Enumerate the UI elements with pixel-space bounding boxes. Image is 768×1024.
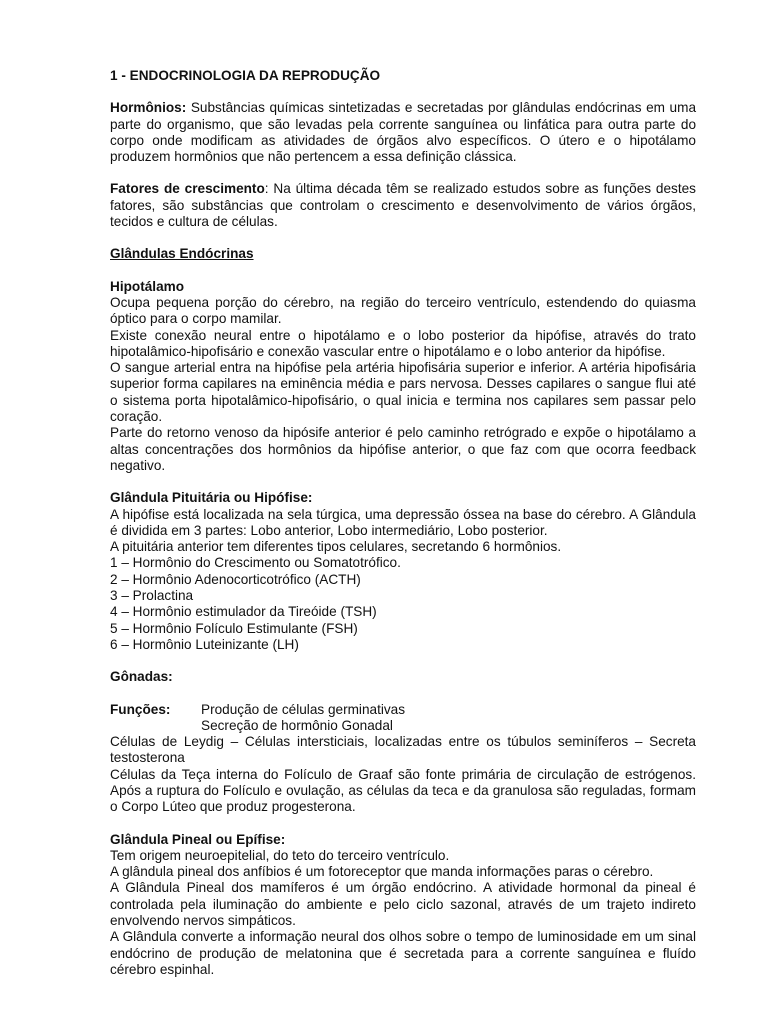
hormone-list-item: 5 – Hormônio Folículo Estimulante (FSH) bbox=[110, 620, 358, 636]
funcoes-label: Funções: bbox=[110, 701, 171, 717]
hipotalamo-paragraph-1: Ocupa pequena porção do cérebro, na região do terceiro ventrículo, estendendo do quiasma óptico para o corpo mamilar. bbox=[110, 294, 696, 327]
hormonios-text: Substâncias químicas sintetizadas e secretadas por glândulas endócrinas em uma parte do organismo, que são levadas pela corrente sanguínea ou linfática para outra parte do corpo onde modificam as atividades de órgãos alvo específicos. O útero e o hipotálamo produzem hormônios que não pertencem a essa definição clássica. bbox=[110, 100, 696, 165]
pineal-paragraph-2: A glândula pineal dos anfíbios é um fotoreceptor que manda informações paras o cérebro. bbox=[110, 864, 654, 880]
pineal-heading: Glândula Pineal ou Epífise: bbox=[110, 831, 286, 847]
hormone-list-item: 3 – Prolactina bbox=[110, 588, 194, 604]
pineal-paragraph-1: Tem origem neuroepitelial, do teto do terceiro ventrículo. bbox=[110, 847, 450, 863]
funcoes-row bbox=[110, 702, 696, 718]
glandulas-heading: Glândulas Endócrinas bbox=[110, 246, 254, 262]
fatores-text: : Na última década têm se realizado estudos sobre as funções destes fatores, são substâncias que controlam o crescimento e desenvolvimento de vários órgãos, tecidos e cultura de células. bbox=[110, 181, 696, 230]
hormone-list-item: 2 – Hormônio Adenocorticotrófico (ACTH) bbox=[110, 571, 361, 587]
hormone-list-item: 1 – Hormônio do Crescimento ou Somatotrófico. bbox=[110, 555, 401, 571]
pituitaria-paragraph-1: A hipófise está localizada na sela túrgica, uma depressão óssea na base do cérebro. A Glândula é dividida em 3 partes: Lobo anterior, Lobo intermediário, Lobo posterior. bbox=[110, 506, 696, 538]
funcoes-row bbox=[110, 718, 696, 734]
fatores-term: Fatores de crescimento bbox=[110, 181, 265, 197]
funcoes-item: Secreção de hormônio Gonadal bbox=[201, 717, 393, 733]
gonadas-paragraph-1: Células de Leydig – Células intersticiais, localizadas entre os túbulos seminíferos – Secreta testosterona bbox=[110, 734, 696, 766]
pituitaria-heading: Glândula Pituitária ou Hipófise: bbox=[110, 490, 313, 506]
document-title: 1 - ENDOCRINOLOGIA DA REPRODUÇÃO bbox=[110, 68, 381, 83]
gonadas-heading: Gônadas: bbox=[110, 669, 173, 685]
pituitaria-paragraph-2: A pituitária anterior tem diferentes tipos celulares, secretando 6 hormônios. bbox=[110, 539, 562, 555]
hipotalamo-paragraph-2: Existe conexão neural entre o hipotálamo e o lobo posterior da hipófise, através do trato hipotalâmico-hipofisário e conexão vascular entre o hipotálamo e o lobo anterior da hipófise. bbox=[110, 327, 696, 359]
pineal-paragraph-4: A Glândula converte a informação neural dos olhos sobre o tempo de luminosidade em um sinal endócrino de produção de melatonina que é secretada para a corrente sanguínea e fluído cérebro espinhal. bbox=[110, 929, 696, 977]
hormone-list-item: 4 – Hormônio estimulador da Tireóide (TSH) bbox=[110, 604, 377, 620]
funcoes-item: Produção de células germinativas bbox=[201, 701, 406, 717]
fatores-paragraph bbox=[110, 181, 696, 230]
hipotalamo-paragraph-4: Parte do retorno venoso da hipósife anterior é pelo caminho retrógrado e expõe o hipotálamo a altas concentrações dos hormônios da hipófise anterior, o que faz com que ocorra feedback negativo. bbox=[110, 425, 696, 473]
gonadas-paragraph-2: Células da Teça interna do Folículo de Graaf são fonte primária de circulação de estrógenos. Após a ruptura do Folículo e ovulação, as células da teca e da granulosa são reguladas, formam o Corpo Lúteo que produz progesterona. bbox=[110, 766, 696, 815]
hormone-list-item: 6 – Hormônio Luteinizante (LH) bbox=[110, 636, 299, 652]
hipotalamo-heading: Hipotálamo bbox=[110, 278, 185, 294]
hipotalamo-paragraph-3: O sangue arterial entra na hipófise pela artéria hipofisária superior e inferior. A artéria hipofisária superior forma capilares na eminência média e pars nervosa. Desses capilares o sangue flui até o sistema porta hipotalâmico-hipofisário, o qual inicia e termina nos capilares sem passar pelo coração. bbox=[110, 360, 696, 425]
hormonios-term: Hormônios: bbox=[110, 100, 187, 116]
hormonios-paragraph bbox=[110, 100, 696, 165]
pineal-paragraph-3: A Glândula Pineal dos mamíferos é um órgão endócrino. A atividade hormonal da pineal é controlada pela iluminação do ambiente e pelo ciclo sazonal, através de um trajeto indireto envolvendo nervos simpáticos. bbox=[110, 880, 696, 929]
